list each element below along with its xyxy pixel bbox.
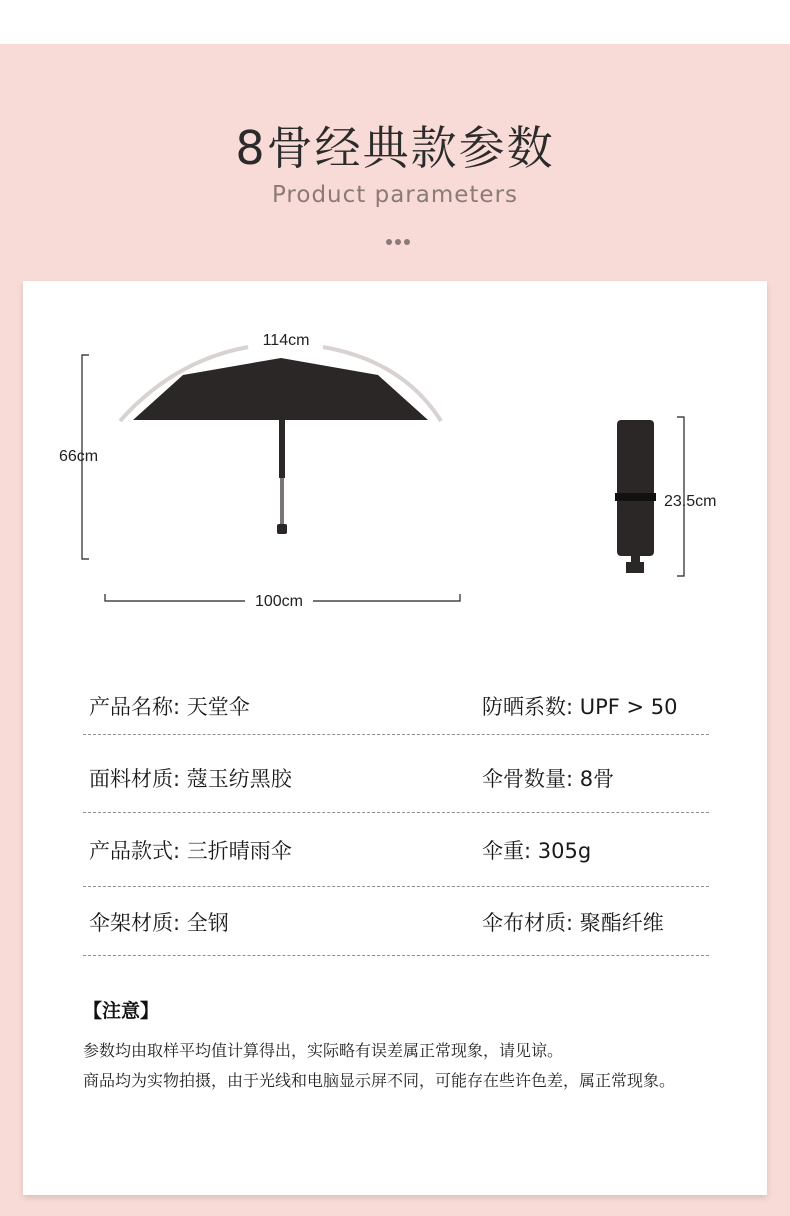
open-width-label: 114cm (262, 332, 310, 349)
umbrella-dimension-diagram (23, 281, 767, 641)
spec-cloth-material: 伞布材质: 聚酯纤维 (482, 911, 664, 935)
umbrella-handle (277, 524, 287, 534)
umbrella-shaft (279, 420, 285, 478)
parameter-card (23, 281, 767, 1195)
span-bracket-right (313, 594, 460, 601)
open-height-label: 66cm (59, 448, 99, 465)
spec-row (89, 835, 709, 875)
page-title: 8骨经典款参数 (235, 121, 555, 175)
notes-title: 【注意】 (83, 1000, 160, 1022)
closed-umbrella-body (617, 420, 654, 556)
spec-fabric: 面料材质: 蔻玉纺黑胶 (89, 767, 292, 791)
umbrella-shaft-lower (280, 478, 284, 524)
dashed-divider (83, 886, 709, 887)
spec-weight: 伞重: 305g (482, 839, 592, 863)
spec-row (89, 691, 709, 731)
closed-umbrella-handle (626, 562, 644, 573)
dashed-divider (83, 812, 709, 813)
spec-rib-count: 伞骨数量: 8骨 (482, 767, 615, 791)
spec-frame-material: 伞架材质: 全钢 (89, 911, 229, 935)
open-span-label: 100cm (254, 593, 304, 610)
note-line: 参数均由取样平均值计算得出，实际略有误差属正常现象，请见谅。 (83, 1041, 564, 1060)
spec-style: 产品款式: 三折晴雨伞 (89, 839, 292, 863)
dashed-divider (83, 734, 709, 735)
spec-row (89, 907, 709, 947)
spec-uv-protection: 防晒系数: UPF > 50 (482, 695, 678, 719)
closed-length-label: 23.5cm (664, 493, 717, 510)
spec-product-name: 产品名称: 天堂伞 (89, 695, 250, 719)
page-subtitle: Product parameters (271, 182, 519, 208)
closed-umbrella-neck (631, 556, 640, 563)
span-bracket-left (105, 594, 245, 601)
closed-umbrella-strap (615, 493, 656, 501)
dashed-divider (83, 955, 709, 956)
decorative-dots (386, 230, 416, 238)
note-line: 商品均为实物拍摄，由于光线和电脑显示屏不同，可能存在些许色差，属正常现象。 (83, 1071, 676, 1090)
spec-row (89, 763, 709, 803)
